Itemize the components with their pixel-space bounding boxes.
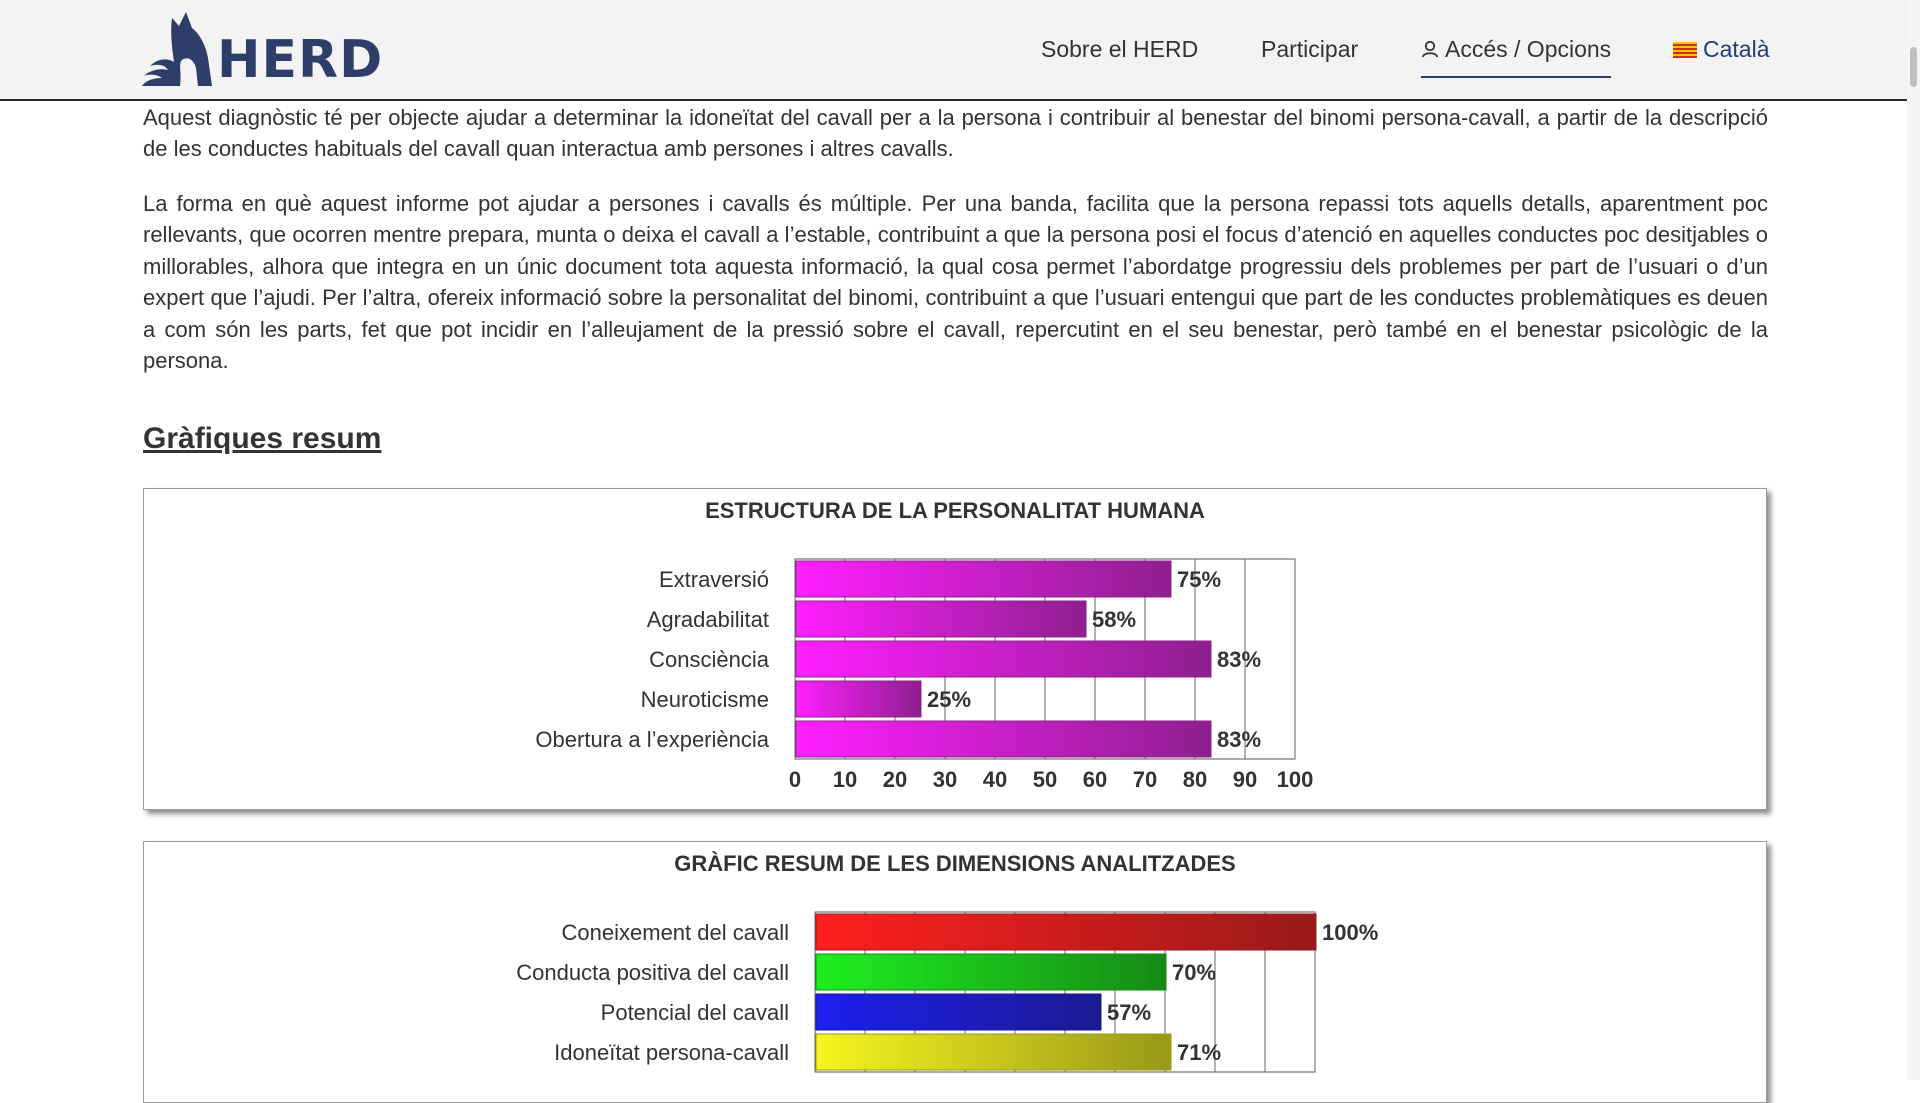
language-selector[interactable] xyxy=(1673,36,1769,62)
section-title: Gràfiques resum xyxy=(143,422,382,455)
catalan-flag-icon xyxy=(1673,42,1697,58)
category-label: Extraversió xyxy=(658,567,769,592)
x-tick-label: 100 xyxy=(1276,767,1314,792)
report-description-paragraph: La forma en què aquest informe pot ajudar a persones i cavalls és múltiple. Per una banda, facilita que la persona repassi tots aquells detalls, aparentment poc rellevants, que ocorren mentre prepara, munta o deixa el cavall a l’estable, contribuint a que la persona posi el focus d’atenció en aquelles conductes poc desitjables o millorables, alhora que integra en un únic document tota aquesta informació, la qual cosa permet l’abordatge progressiu dels problemes per part de l’usuari o d’un expert que l’ajudi. Per l’altra, ofereix informació sobre la personalitat del binomi, contribuint a que l’usuari entengui que part de les conductes problemàtiques es deuen a com són les parts, fet que pot incidir en l’alleujament de la pressió sobre el cavall, repercutint en el seu benestar, però també en el benestar psicològic de la persona. xyxy=(143,191,1768,374)
logo-text: HERD xyxy=(217,30,384,90)
horse-logo-icon xyxy=(142,12,222,90)
nav-participate-link[interactable]: Participar xyxy=(1261,36,1359,62)
dimensions-bar-chart xyxy=(144,842,1766,1102)
herd-logo[interactable] xyxy=(142,12,384,90)
x-tick-label: 90 xyxy=(1232,767,1258,792)
bar xyxy=(816,994,1101,1030)
dimensions-chart-panel xyxy=(143,841,1767,1103)
value-label: 71% xyxy=(1177,1040,1222,1065)
bar xyxy=(816,954,1166,990)
value-label: 70% xyxy=(1172,960,1217,985)
chart-title: GRÀFIC RESUM DE LES DIMENSIONS ANALITZADES xyxy=(674,851,1236,876)
category-label: Coneixement del cavall xyxy=(561,920,789,945)
x-tick-label: 60 xyxy=(1082,767,1108,792)
intro-paragraph: Aquest diagnòstic té per objecte ajudar a determinar la idoneïtat del cavall per a la persona i contribuir al benestar del binomi persona-cavall, a partir de la descripció de les conductes habituals del cavall quan interactua amb persones i altres cavalls. xyxy=(143,105,1768,162)
value-label: 83% xyxy=(1217,727,1262,752)
bar xyxy=(816,1034,1171,1070)
category-label: Conducta positiva del cavall xyxy=(516,960,789,985)
x-tick-label: 70 xyxy=(1132,767,1158,792)
user-icon xyxy=(1421,40,1439,58)
nav-access-link[interactable] xyxy=(1421,36,1611,78)
category-label: Idoneïtat persona-cavall xyxy=(554,1040,789,1065)
category-label: Potencial del cavall xyxy=(600,1000,789,1025)
bar xyxy=(796,561,1171,597)
personality-chart-panel xyxy=(143,488,1767,810)
x-tick-label: 40 xyxy=(982,767,1008,792)
x-tick-label: 80 xyxy=(1182,767,1208,792)
page-scrollbar[interactable] xyxy=(1907,0,1920,1080)
value-label: 58% xyxy=(1092,607,1137,632)
category-label: Consciència xyxy=(649,647,769,672)
x-tick-label: 20 xyxy=(882,767,908,792)
value-label: 57% xyxy=(1107,1000,1152,1025)
bar xyxy=(796,681,921,717)
top-navbar xyxy=(0,0,1918,101)
value-label: 25% xyxy=(927,687,972,712)
nav-access-label: Accés / Opcions xyxy=(1445,36,1612,62)
x-tick-label: 0 xyxy=(788,767,802,792)
value-label: 75% xyxy=(1177,567,1222,592)
bar xyxy=(816,914,1316,950)
value-label: 100% xyxy=(1322,920,1379,945)
category-label: Neuroticisme xyxy=(640,687,769,712)
bar xyxy=(796,601,1086,637)
bar xyxy=(796,641,1211,677)
nav-about-link[interactable]: Sobre el HERD xyxy=(1041,36,1199,62)
chart-title: ESTRUCTURA DE LA PERSONALITAT HUMANA xyxy=(705,498,1205,523)
category-label: Obertura a l’experiència xyxy=(535,727,769,752)
value-label: 83% xyxy=(1217,647,1262,672)
x-tick-label: 50 xyxy=(1032,767,1058,792)
x-tick-label: 10 xyxy=(832,767,858,792)
language-label: Català xyxy=(1703,36,1770,62)
bar xyxy=(796,721,1211,757)
personality-bar-chart xyxy=(144,489,1766,809)
x-tick-label: 30 xyxy=(932,767,958,792)
scrollbar-thumb[interactable] xyxy=(1910,47,1917,87)
category-label: Agradabilitat xyxy=(646,607,769,632)
